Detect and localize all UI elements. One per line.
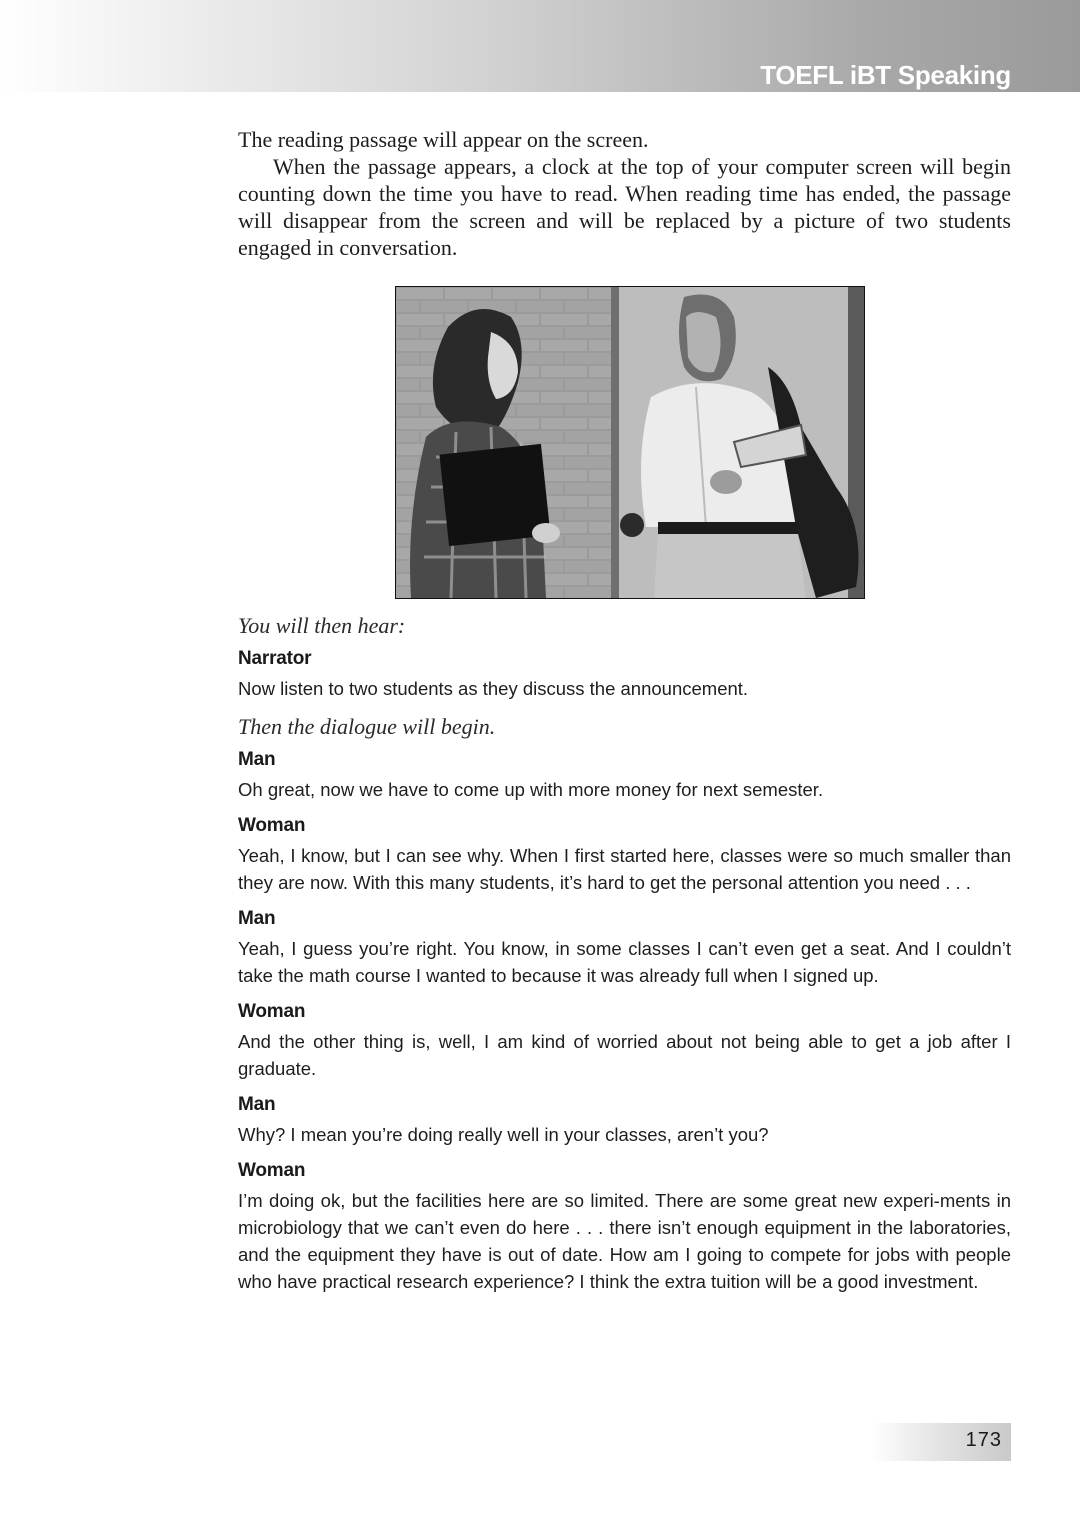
speaker-man: Man [238, 749, 276, 770]
speaker-narrator: Narrator [238, 648, 312, 669]
dialogue-line: Yeah, I guess you’re right. You know, in some classes I can’t even get a seat. And I couldn’t take the math course I wanted to because it was already full when I signed up. [238, 938, 1011, 986]
page-number: 173 [965, 1429, 1002, 1451]
speaker-man: Man [238, 1094, 276, 1115]
speaker-man: Man [238, 908, 276, 929]
dialogue-line: Why? I mean you’re doing really well in your classes, aren’t you? [238, 1124, 769, 1145]
intro-paragraph: The reading passage will appear on the screen. [238, 127, 649, 152]
dialogue-line: I’m doing ok, but the facilities here are so limited. There are some great new experi-ments in microbiology that we can’t even do here . . . there isn’t enough equipment in the laboratories, and the equipment they have is out of date. How am I going to compete for jobs with people who have practical research experience? I think the extra tuition will be a good investment. [238, 1190, 1011, 1292]
narrator-line: Now listen to two students as they discuss the announcement. [238, 678, 749, 699]
photo-illustration [396, 287, 864, 598]
dialogue-line: And the other thing is, well, I am kind of worried about not being able to get a job after I graduate. [238, 1031, 1011, 1079]
page-number-band [870, 1423, 1011, 1461]
intro-text [238, 126, 1011, 261]
dialogue-line: Yeah, I know, but I can see why. When I first started here, classes were so much smaller than they are now. With this many students, it’s hard to get the personal attention you need . . . [238, 845, 1011, 893]
speaker-woman: Woman [238, 1001, 306, 1022]
running-head: TOEFL iBT Speaking [760, 60, 1011, 90]
speaker-woman: Woman [238, 1160, 306, 1181]
cue-dialogue-begin: Then the dialogue will begin. [238, 714, 496, 739]
cue-then-hear: You will then hear: [238, 613, 406, 638]
intro-paragraph: When the passage appears, a clock at the top of your computer screen will begin counting down the time you have to read. When reading time has ended, the passage will disappear from the screen and will be replaced by a picture of two students engaged in conversation. [238, 154, 1011, 260]
speaker-woman: Woman [238, 815, 306, 836]
transcript [238, 612, 1011, 1306]
dialogue-line: Oh great, now we have to come up with more money for next semester. [238, 779, 824, 800]
two-students-conversation-photo [395, 286, 865, 599]
